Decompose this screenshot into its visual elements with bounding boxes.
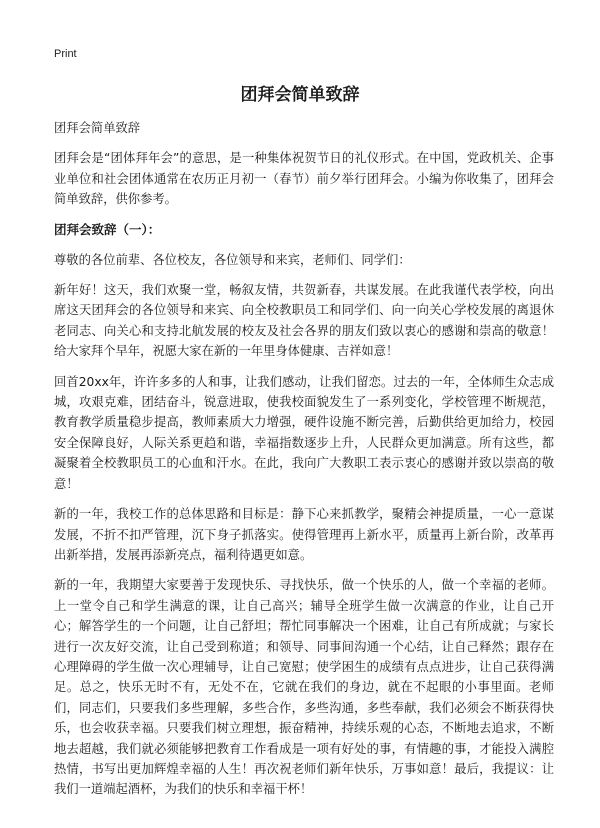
intro-paragraph: 团拜会是“团体拜年会”的意思，是一种集体祝贺节日的礼仪形式。在中国，党政机关、企事业单位和社会团体通常在农历正月初一（春节）前夕举行团拜会。小编为你收集了，团拜会简单致辞，供你参考。 (54, 151, 554, 207)
closing-paragraph: 新的一年，我期望大家要善于发现快乐、寻找快乐，做一个快乐的人，做一个幸福的老师。上一堂令自己和学生满意的课，让自己高兴；辅导全班学生做一次满意的作业，让自己开心；解答学生的一个问题，让自己舒坦；帮忙同事解决一个困难，让自己有所成就；与家长进行一次友好交流，让自己受到称道；和领导、同事间沟通一个心结，让自己释然；跟存在心理障碍的学生做一次心理辅导，让自己宽慰；使学困生的成绩有点点进步，让自己获得满足。总之，快乐无时不有，无处不在，它就在我们的身边，就在不起眼的小事里面。老师们，同志们，只要我们多些理解，多些合作，多些沟通，多些奉献，我们必须会不断获得快乐，也会收获幸福。只要我们树立理想，振奋精神，持续乐观的心态，不断地去追求，不断地去超越，我们就必须能够把教育工作看成是一项有好处的事，有情趣的事，才能投入满腔热情，书写出更加辉煌幸福的人生！再次祝老师们新年快乐，万事如意！最后，我提议：让我们一道端起酒杯，为我们的快乐和幸福干杯！ (54, 578, 554, 797)
document-body (54, 118, 554, 810)
print-link[interactable]: Print (54, 48, 77, 60)
document-subtitle: 团拜会简单致辞 (54, 121, 141, 135)
goals-paragraph: 新的一年，我校工作的总体思路和目标是：静下心来抓教学，聚精会神提质量，一心一意谋发展，不折不扣严管理，沉下身子抓落实。使得管理再上新水平，质量再上新台阶，改革再出新举措，发展再添新亮点，福利待遇更如意。 (54, 507, 554, 562)
section-heading: 团拜会致辞（一）： (54, 221, 161, 237)
review-paragraph: 回首20xx年，许许多多的人和事，让我们感动，让我们留恋。过去的一年，全体师生众志成城，攻艰克难，团结奋斗，锐意进取，使我校面貌发生了一系列变化，学校管理不断规范，教育教学质量稳步提高，教师素质大力增强，硬件设施不断完善，后勤供给更加给力，校园安全保障良好，人际关系更趋和谐，幸福指数逐步上升，人民群众更加满意。所有这些，都凝聚着全校教职员工的心血和汗水。在此，我向广大教职工表示衷心的感谢并致以崇高的敬意！ (54, 374, 554, 491)
greeting-paragraph: 新年好！这天，我们欢聚一堂，畅叙友情，共贺新春，共谋发展。在此我谨代表学校，向出席这天团拜会的各位领导和来宾、向全校教职员工和同学们、向一向关心学校发展的离退休老同志、向关心和支持北航发展的校友及社会各界的朋友们致以衷心的感谢和崇高的敬意！给大家拜个早年，祝愿大家在新的一年里身体健康、吉祥如意！ (54, 283, 554, 359)
salutation-paragraph: 尊敬的各位前辈、各位校友，各位领导和来宾，老师们、同学们： (54, 252, 411, 267)
page-title: 团拜会简单致辞 (240, 85, 360, 105)
